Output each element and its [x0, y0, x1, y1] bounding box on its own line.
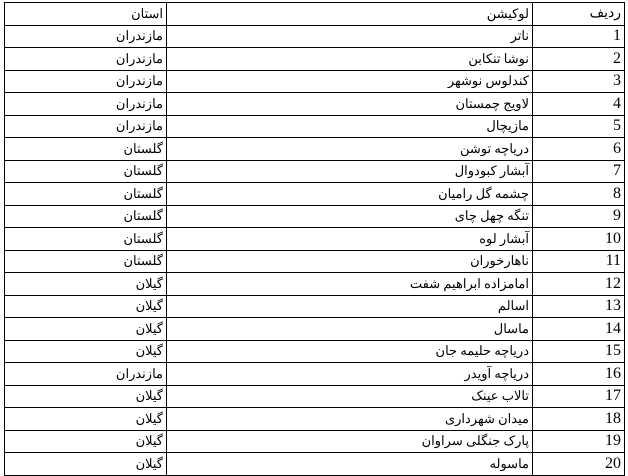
location-cell: پارک جنگلی سراوان: [167, 430, 533, 453]
table-row: [5, 160, 625, 183]
province-cell: گیلان: [5, 318, 167, 341]
rank-cell: 6: [533, 138, 625, 161]
table-row: [5, 250, 625, 273]
location-cell: دریاچه آویدر: [167, 363, 533, 386]
location-cell: ماسوله: [167, 453, 533, 476]
location-cell: تنگه چهل چای: [167, 205, 533, 228]
table-row: [5, 228, 625, 251]
rank-cell: 12: [533, 273, 625, 296]
table-row: [5, 273, 625, 296]
table-row: [5, 205, 625, 228]
table-row: [5, 295, 625, 318]
table-row: [5, 340, 625, 363]
province-cell: مازندران: [5, 25, 167, 48]
province-cell: گلستان: [5, 183, 167, 206]
province-cell: مازندران: [5, 48, 167, 71]
rank-cell: 10: [533, 228, 625, 251]
table-row: [5, 93, 625, 116]
location-cell: ناتر: [167, 25, 533, 48]
location-cell: میدان شهرداری: [167, 408, 533, 431]
rank-cell: 14: [533, 318, 625, 341]
rank-cell: 9: [533, 205, 625, 228]
location-cell: نوشا تنکابن: [167, 48, 533, 71]
table-row: [5, 138, 625, 161]
table-row: [5, 48, 625, 71]
header-province: استان: [5, 3, 167, 26]
rank-cell: 2: [533, 48, 625, 71]
province-cell: مازندران: [5, 363, 167, 386]
location-cell: ماسال: [167, 318, 533, 341]
location-cell: دریاچه حلیمه جان: [167, 340, 533, 363]
location-cell: اسالم: [167, 295, 533, 318]
location-cell: تالاب عینک: [167, 385, 533, 408]
rank-cell: 3: [533, 70, 625, 93]
location-cell: ناهارخوران: [167, 250, 533, 273]
province-cell: گیلان: [5, 385, 167, 408]
location-cell: آبشار لوه: [167, 228, 533, 251]
province-cell: گیلان: [5, 408, 167, 431]
province-cell: گیلان: [5, 340, 167, 363]
province-cell: گلستان: [5, 228, 167, 251]
table-row: [5, 363, 625, 386]
rank-cell: 20: [533, 453, 625, 476]
rank-cell: 7: [533, 160, 625, 183]
table-row: [5, 408, 625, 431]
header-location: لوکیشن: [167, 3, 533, 26]
location-cell: لاویج چمستان: [167, 93, 533, 116]
location-cell: مازیچال: [167, 115, 533, 138]
province-cell: گلستان: [5, 205, 167, 228]
province-cell: گلستان: [5, 250, 167, 273]
province-cell: گیلان: [5, 453, 167, 476]
header-rank: ردیف: [533, 3, 625, 26]
province-cell: گیلان: [5, 430, 167, 453]
table-row: [5, 453, 625, 476]
location-cell: آبشار کبودوال: [167, 160, 533, 183]
location-cell: چشمه گل رامیان: [167, 183, 533, 206]
table-row: [5, 183, 625, 206]
rank-cell: 13: [533, 295, 625, 318]
location-cell: امامزاده ابراهیم شفت: [167, 273, 533, 296]
rank-cell: 4: [533, 93, 625, 116]
rank-cell: 19: [533, 430, 625, 453]
location-cell: دریاچه توشن: [167, 138, 533, 161]
rank-cell: 5: [533, 115, 625, 138]
table-row: [5, 115, 625, 138]
locations-table: [4, 2, 625, 476]
location-cell: کندلوس نوشهر: [167, 70, 533, 93]
province-cell: مازندران: [5, 70, 167, 93]
rank-cell: 15: [533, 340, 625, 363]
rank-cell: 11: [533, 250, 625, 273]
table-row: [5, 385, 625, 408]
province-cell: مازندران: [5, 115, 167, 138]
table-row: [5, 25, 625, 48]
province-cell: گیلان: [5, 295, 167, 318]
rank-cell: 1: [533, 25, 625, 48]
rank-cell: 17: [533, 385, 625, 408]
header-row: [5, 3, 625, 26]
table-row: [5, 318, 625, 341]
rank-cell: 8: [533, 183, 625, 206]
province-cell: گلستان: [5, 138, 167, 161]
rank-cell: 18: [533, 408, 625, 431]
province-cell: گیلان: [5, 273, 167, 296]
rank-cell: 16: [533, 363, 625, 386]
table-body: [5, 25, 625, 475]
province-cell: گلستان: [5, 160, 167, 183]
table-row: [5, 430, 625, 453]
province-cell: مازندران: [5, 93, 167, 116]
table-row: [5, 70, 625, 93]
